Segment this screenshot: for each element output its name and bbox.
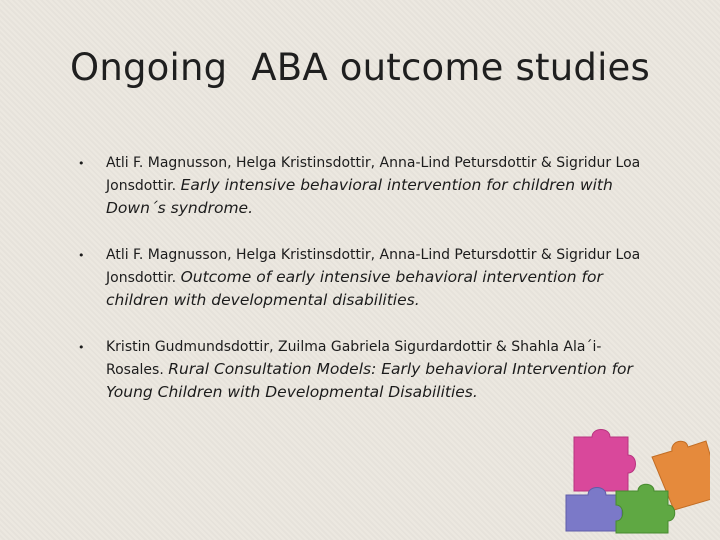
list-item bbox=[66, 336, 646, 404]
slide-title: Ongoing ABA outcome studies bbox=[70, 46, 650, 89]
puzzle-piece-green bbox=[616, 484, 675, 533]
reference-title: Outcome of early intensive behavioral intervention for children with developmental disabilities. bbox=[106, 268, 603, 309]
puzzle-piece-purple bbox=[566, 488, 622, 532]
list-item bbox=[66, 152, 646, 220]
reference-text bbox=[106, 336, 646, 404]
list-item bbox=[66, 244, 646, 312]
reference-authors: Kristin Gudmundsdottir, Zuilma Gabriela Sigurdardottir & Shahla Ala´i-Rosales. bbox=[106, 339, 602, 378]
puzzle-pieces-icon bbox=[560, 425, 710, 535]
bullet-marker: • bbox=[78, 249, 85, 262]
reference-authors: Atli F. Magnusson, Helga Kristinsdottir, Anna-Lind Petursdottir & Sigridur Loa Jonsdottir. bbox=[106, 247, 641, 286]
reference-title: Rural Consultation Models: Early behavioral Intervention for Young Children with Developmental Disabilities. bbox=[106, 360, 633, 401]
reference-text bbox=[106, 152, 646, 220]
reference-title: Early intensive behavioral intervention for children with Down´s syndrome. bbox=[106, 176, 613, 217]
reference-authors: Atli F. Magnusson, Helga Kristinsdottir, Anna-Lind Petursdottir & Sigridur Loa Jonsdottir. bbox=[106, 155, 641, 194]
reference-list bbox=[66, 152, 646, 428]
bullet-marker: • bbox=[78, 341, 85, 354]
bullet-marker: • bbox=[78, 157, 85, 170]
reference-text bbox=[106, 244, 646, 312]
puzzle-piece-pink bbox=[574, 430, 636, 492]
